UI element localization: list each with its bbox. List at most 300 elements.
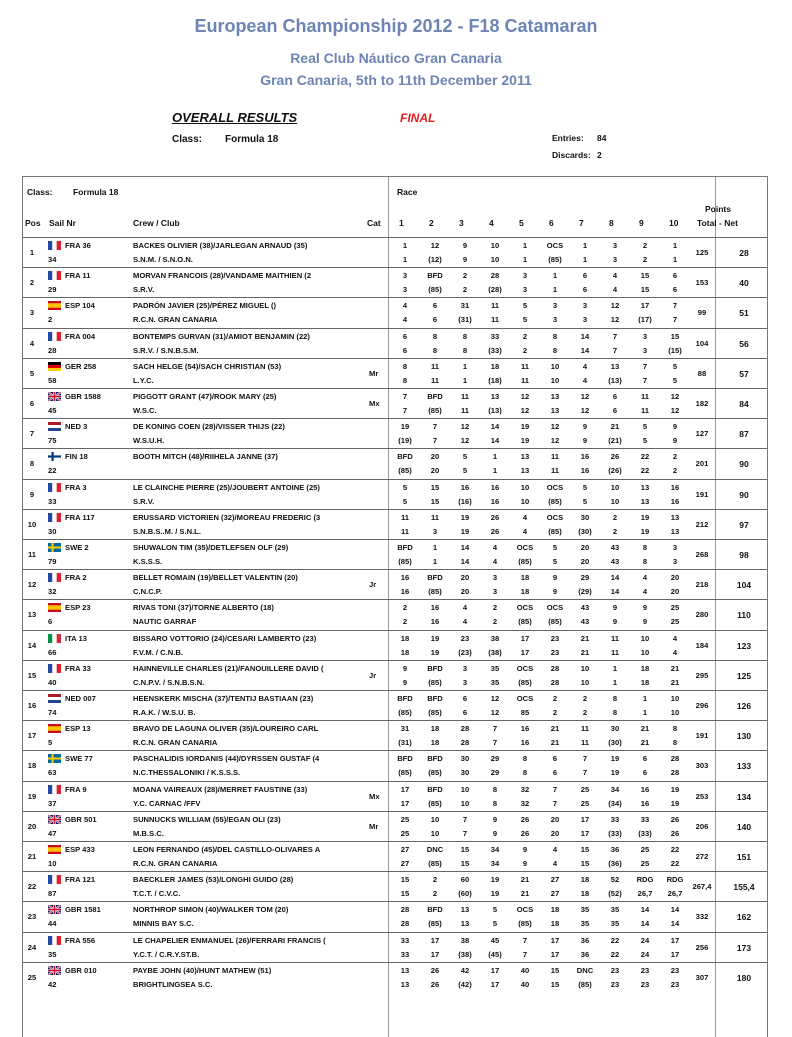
race-score: 34: [490, 845, 500, 854]
class-label: Class:: [172, 134, 203, 145]
race-score: 2: [552, 694, 558, 703]
race-points: (85): [428, 587, 442, 597]
class-value: Formula 18: [225, 134, 279, 145]
race-points: (21): [608, 436, 622, 446]
race-points: 25: [580, 798, 590, 808]
race-points: 9: [492, 828, 498, 838]
race-points: 1: [582, 255, 588, 264]
entries-value: 84: [597, 133, 607, 143]
race-points: 2: [642, 255, 648, 264]
race-score: DNC: [576, 965, 594, 975]
category: Jr: [369, 670, 377, 680]
race-points: 1: [492, 466, 498, 476]
race-points: 13: [520, 466, 530, 476]
esp-flag-icon: [48, 301, 61, 310]
race-points: 16: [580, 466, 590, 476]
race-score: 33: [610, 814, 620, 824]
table-row: [23, 509, 767, 540]
race-score: OCS: [516, 663, 534, 673]
position: 16: [27, 701, 37, 710]
race-points: 14: [490, 436, 500, 446]
race-points: 10: [580, 677, 590, 687]
position: 7: [29, 429, 35, 439]
race-points: 6: [402, 345, 408, 355]
race-score: 5: [522, 301, 528, 311]
total-points: 88: [697, 368, 707, 378]
race-points: 3: [642, 345, 648, 355]
fra-flag-icon: [48, 513, 61, 522]
race-score: 9: [402, 663, 408, 673]
race-score: 7: [402, 392, 408, 401]
bow-number: 28: [48, 345, 57, 355]
race-score: 12: [430, 241, 440, 250]
race-score: 14: [490, 422, 500, 432]
race-score: BFD: [427, 271, 443, 281]
race-score: 34: [610, 784, 620, 794]
club-name: Y.C.T. / C.R.Y.ST.B.: [133, 949, 200, 959]
race-points: (52): [608, 889, 622, 899]
crew-names: PADRÓN JAVIER (25)/PÉREZ MIGUEL (): [133, 301, 277, 311]
total-points: 201: [695, 459, 709, 469]
race-score: 23: [550, 633, 560, 643]
race-score: 19: [610, 754, 620, 764]
race-points: 26: [670, 828, 680, 838]
race-points: (29): [578, 587, 592, 597]
club-name: C.N.C.P.: [133, 587, 162, 597]
race-score: 12: [550, 422, 560, 432]
race-score: 7: [432, 422, 438, 432]
fra-flag-icon: [48, 332, 61, 341]
race-score: 18: [400, 633, 410, 643]
race-points: 4: [522, 526, 528, 536]
position: 11: [27, 550, 37, 559]
crew-names: DE KONING COEN (28)/VISSER THIJS (22): [133, 422, 285, 432]
total-points: 296: [695, 701, 709, 710]
race-points: (85): [428, 285, 442, 295]
bow-number: 33: [48, 496, 57, 506]
race-points: 12: [670, 406, 680, 415]
sail-number: GBR 010: [65, 965, 97, 975]
race-score: 10: [520, 482, 530, 492]
race-score: 36: [610, 845, 620, 854]
race-points: (31): [458, 315, 472, 325]
ita-flag-icon: [48, 634, 61, 643]
race-points: 2: [522, 345, 528, 355]
race-points: (85): [398, 466, 412, 476]
race-points: 6: [552, 768, 558, 778]
race-points: 11: [490, 315, 500, 325]
race-score: 22: [610, 935, 620, 945]
race-points: 12: [580, 406, 590, 415]
race-points: (36): [608, 859, 622, 868]
race-points: 40: [520, 979, 530, 989]
race-score: 38: [490, 633, 500, 643]
race-points: (19): [398, 436, 412, 446]
race-points: 6: [642, 768, 648, 778]
race-points: 11: [400, 526, 410, 536]
club-name: F.V.M. / C.N.B.: [133, 647, 183, 657]
swe-flag-icon: [48, 543, 61, 552]
race-score: 27: [400, 845, 410, 854]
bow-number: 5: [48, 738, 53, 748]
race-score: 21: [670, 663, 680, 673]
race-score: 11: [520, 361, 530, 371]
club-name: S.R.V.: [133, 496, 155, 506]
race-points: 12: [460, 436, 470, 446]
race-number-header: 3: [459, 218, 464, 228]
race-points: 20: [430, 466, 440, 476]
race-score: 10: [430, 814, 440, 824]
race-score: 3: [642, 331, 648, 341]
race-points: 22: [670, 859, 680, 868]
race-score: 8: [492, 784, 498, 794]
position: 1: [29, 248, 35, 257]
race-points: 3: [612, 255, 618, 264]
race-score: 7: [522, 935, 528, 945]
sail-number: GBR 1581: [65, 905, 101, 915]
race-score: BFD: [397, 543, 413, 552]
race-score: BFD: [427, 392, 443, 401]
race-points: 17: [430, 949, 440, 959]
gbr-flag-icon: [48, 905, 61, 914]
net-points: 180: [736, 972, 752, 983]
table-row: [23, 418, 767, 449]
race-points: 17: [400, 798, 410, 808]
race-score: 16: [460, 482, 470, 492]
race-score: 21: [550, 724, 560, 734]
bow-number: 35: [48, 949, 57, 959]
race-score: 6: [432, 301, 438, 311]
race-points: 17: [550, 949, 560, 959]
race-score: 17: [430, 935, 440, 945]
race-points: 19: [490, 889, 500, 899]
race-score: 18: [430, 724, 440, 734]
race-score: 13: [640, 482, 650, 492]
race-points: 43: [610, 557, 620, 566]
race-points: 15: [430, 496, 440, 506]
sail-number: ESP 23: [65, 603, 91, 613]
race-points: 10: [610, 496, 620, 506]
race-score: 2: [642, 241, 648, 250]
race-score: 1: [492, 452, 498, 462]
race-score: 3: [672, 543, 678, 552]
net-points: 133: [736, 761, 752, 772]
total-points: 99: [697, 308, 707, 318]
race-points: 19: [670, 798, 680, 808]
race-score: 8: [642, 543, 648, 552]
race-points: 10: [550, 375, 560, 385]
race-points: 9: [642, 617, 648, 627]
race-points: (85): [548, 255, 562, 264]
race-points: 19: [430, 647, 440, 657]
crew-names: BOOTH MITCH (48)/RIIHELA JANNE (37): [133, 452, 278, 462]
race-score: OCS: [546, 603, 564, 613]
table-row: [23, 871, 767, 902]
race-points: 2: [672, 466, 678, 476]
race-score: 17: [490, 965, 500, 975]
sail-number: FRA 36: [65, 241, 91, 250]
results-table: [22, 176, 768, 1037]
race-score: 8: [612, 694, 618, 703]
club-name: NAUTIC GARRAF: [133, 617, 197, 627]
race-points: 18: [430, 738, 440, 748]
race-score: 1: [402, 241, 408, 250]
crew-names: LE CLAINCHE PIERRE (25)/JOUBERT ANTOINE (25): [133, 482, 320, 492]
bow-number: 37: [48, 798, 57, 808]
race-score: 33: [490, 331, 500, 341]
race-score: 11: [460, 392, 470, 401]
race-points: 4: [492, 557, 498, 566]
race-score: BFD: [427, 694, 443, 703]
race-score: 16: [520, 724, 530, 734]
race-score: 23: [610, 965, 620, 975]
position: 20: [27, 821, 37, 831]
race-score: 16: [670, 482, 680, 492]
category: Jr: [369, 580, 377, 590]
race-score: 19: [400, 422, 410, 432]
race-score: OCS: [516, 905, 534, 915]
position: 15: [27, 670, 37, 680]
race-score: 1: [582, 241, 588, 250]
sail-number: FIN 18: [65, 452, 88, 462]
race-points: 13: [550, 406, 560, 415]
fra-flag-icon: [48, 785, 61, 794]
total-points: 184: [695, 640, 709, 650]
race-score: 25: [670, 603, 680, 613]
race-score: 17: [400, 784, 410, 794]
position: 9: [29, 489, 35, 499]
race-score: 18: [640, 663, 650, 673]
race-points: (85): [548, 617, 562, 627]
club-name: R.C.N. GRAN CANARIA: [133, 315, 218, 325]
race-score: 14: [670, 905, 680, 915]
position: 8: [29, 459, 35, 469]
race-score: RDG: [666, 875, 684, 885]
race-points: 23: [670, 979, 680, 989]
race-points: 9: [522, 859, 528, 868]
race-points: 5: [582, 496, 588, 506]
total-points: 218: [695, 580, 709, 590]
race-score: 8: [402, 361, 408, 371]
esp-flag-icon: [48, 603, 61, 612]
race-score: 7: [672, 301, 678, 311]
race-score: 1: [432, 543, 438, 552]
category: Mr: [369, 368, 379, 378]
total-points: 256: [695, 942, 709, 952]
race-points: (85): [398, 708, 412, 717]
total-points: 191: [695, 489, 709, 499]
race-points: 4: [672, 647, 678, 657]
fra-flag-icon: [48, 664, 61, 673]
race-points: 26: [490, 526, 500, 536]
crew-names: SHUWALON TIM (35)/DETLEFSEN OLF (29): [133, 543, 289, 552]
race-points: 25: [400, 828, 410, 838]
race-points: (85): [398, 768, 412, 778]
discards-label: Discards:: [552, 150, 591, 160]
race-points: 6: [432, 315, 438, 325]
race-points: (85): [428, 859, 442, 868]
race-points: 19: [460, 526, 470, 536]
race-points: 16: [430, 617, 440, 627]
race-score: 29: [580, 573, 590, 583]
sail-number: ITA 13: [65, 633, 87, 643]
ned-flag-icon: [48, 694, 61, 703]
net-points: 173: [736, 942, 752, 953]
race-score: 6: [642, 754, 648, 764]
sail-number: GER 258: [65, 361, 97, 371]
race-points: 13: [400, 979, 410, 989]
race-points: (30): [608, 738, 622, 748]
race-points: 13: [640, 496, 650, 506]
club-name: R.C.N. GRAN CANARIA: [133, 859, 218, 868]
race-points: 25: [670, 617, 680, 627]
race-score: 4: [612, 271, 618, 281]
race-score: 11: [430, 361, 440, 371]
race-score: 9: [462, 241, 468, 250]
table-row: [23, 720, 767, 751]
race-score: 15: [400, 875, 410, 885]
race-points: 15: [400, 889, 410, 899]
race-number-header: 1: [399, 218, 404, 228]
race-points: 9: [462, 255, 468, 264]
fra-flag-icon: [48, 936, 61, 945]
club-name: S.N.M. / S.N.O.N.: [133, 255, 193, 264]
position: 5: [29, 368, 35, 378]
race-points: 1: [402, 255, 408, 264]
race-score: 17: [550, 935, 560, 945]
race-points: 14: [580, 345, 590, 355]
total-points: 332: [695, 912, 709, 922]
race-points: 17: [580, 828, 590, 838]
race-score: 2: [672, 452, 678, 462]
club-name: W.S.C.: [133, 406, 157, 415]
race-score: 33: [400, 935, 410, 945]
race-points: 18: [640, 677, 650, 687]
club-name: R.A.K. / W.S.U. B.: [133, 708, 196, 717]
race-score: 27: [550, 875, 560, 885]
race-score: 4: [582, 361, 588, 371]
total-points: 253: [695, 791, 709, 801]
race-points: 1: [672, 255, 678, 264]
gbr-flag-icon: [48, 392, 61, 401]
header-total-net: Total - Net: [697, 218, 738, 228]
race-points: 5: [492, 919, 498, 929]
race-score: 25: [580, 784, 590, 794]
race-points: 28: [460, 738, 470, 748]
race-score: 9: [552, 573, 558, 583]
net-points: 90: [739, 459, 749, 470]
race-points: 3: [462, 677, 468, 687]
race-score: 5: [402, 482, 408, 492]
race-score: 52: [610, 875, 620, 885]
total-points: 104: [695, 338, 709, 348]
race-points: 21: [670, 677, 680, 687]
race-score: 7: [642, 361, 648, 371]
race-points: 4: [552, 859, 558, 868]
race-score: 23: [460, 633, 470, 643]
race-points: 11: [460, 406, 470, 415]
race-score: 5: [492, 905, 498, 915]
race-score: 35: [580, 905, 590, 915]
race-points: 10: [520, 496, 530, 506]
header-race: Race: [397, 187, 418, 197]
race-score: 8: [462, 331, 468, 341]
race-points: (18): [488, 375, 502, 385]
race-points: 21: [550, 738, 560, 748]
race-points: 8: [492, 798, 498, 808]
race-points: 15: [550, 979, 560, 989]
race-points: 7: [642, 375, 648, 385]
sail-number: FRA 33: [65, 663, 91, 673]
race-score: BFD: [427, 905, 443, 915]
total-points: 267,4: [692, 882, 712, 892]
race-score: 14: [580, 331, 590, 341]
race-score: 26: [490, 512, 500, 522]
race-points: 14: [610, 587, 620, 597]
swe-flag-icon: [48, 754, 61, 763]
race-score: 32: [520, 784, 530, 794]
table-row: [23, 781, 767, 812]
race-points: 20: [550, 828, 560, 838]
overall-results-heading: OVERALL RESULTS: [172, 110, 298, 125]
position: 2: [29, 278, 35, 288]
race-score: 11: [400, 512, 410, 522]
race-score: 1: [462, 361, 468, 371]
race-score: 16: [400, 573, 410, 583]
table-row: [23, 811, 767, 842]
race-score: 38: [460, 935, 470, 945]
race-score: 7: [582, 754, 588, 764]
race-score: 15: [460, 845, 470, 854]
race-points: 1: [432, 557, 438, 566]
crew-names: SACH HELGE (54)/SACH CHRISTIAN (53): [133, 361, 282, 371]
net-points: 104: [736, 580, 752, 591]
race-points: 8: [402, 375, 408, 385]
club-name: S.N.B.S..M. / S.N.L.: [133, 526, 201, 536]
race-points: 3: [552, 315, 558, 325]
race-score: 13: [400, 965, 410, 975]
race-score: BFD: [397, 754, 413, 764]
race-score: 21: [640, 724, 650, 734]
table-row: [23, 932, 767, 963]
race-points: 7: [522, 949, 528, 959]
race-points: 15: [460, 859, 470, 868]
category: Mx: [369, 399, 380, 408]
race-score: 10: [640, 633, 650, 643]
net-points: 130: [736, 731, 752, 742]
race-points: 22: [610, 949, 620, 959]
race-score: 20: [430, 452, 440, 462]
race-points: (85): [518, 919, 532, 929]
race-score: 2: [402, 603, 408, 613]
position: 17: [27, 731, 37, 741]
race-score: 18: [580, 875, 590, 885]
race-score: 20: [580, 543, 590, 552]
race-points: (85): [428, 919, 442, 929]
net-points: 51: [739, 308, 749, 319]
race-score: 3: [402, 271, 408, 281]
header-cat: Cat: [367, 218, 381, 228]
race-points: 16: [640, 798, 650, 808]
net-points: 126: [736, 701, 752, 711]
race-points: 20: [580, 557, 590, 566]
fra-flag-icon: [48, 241, 61, 250]
race-points: (17): [638, 315, 652, 325]
crew-names: PIGGOTT GRANT (47)/ROOK MARY (25): [133, 392, 277, 401]
race-points: 18: [400, 647, 410, 657]
race-points: 15: [640, 285, 650, 295]
race-points: 18: [520, 587, 530, 597]
